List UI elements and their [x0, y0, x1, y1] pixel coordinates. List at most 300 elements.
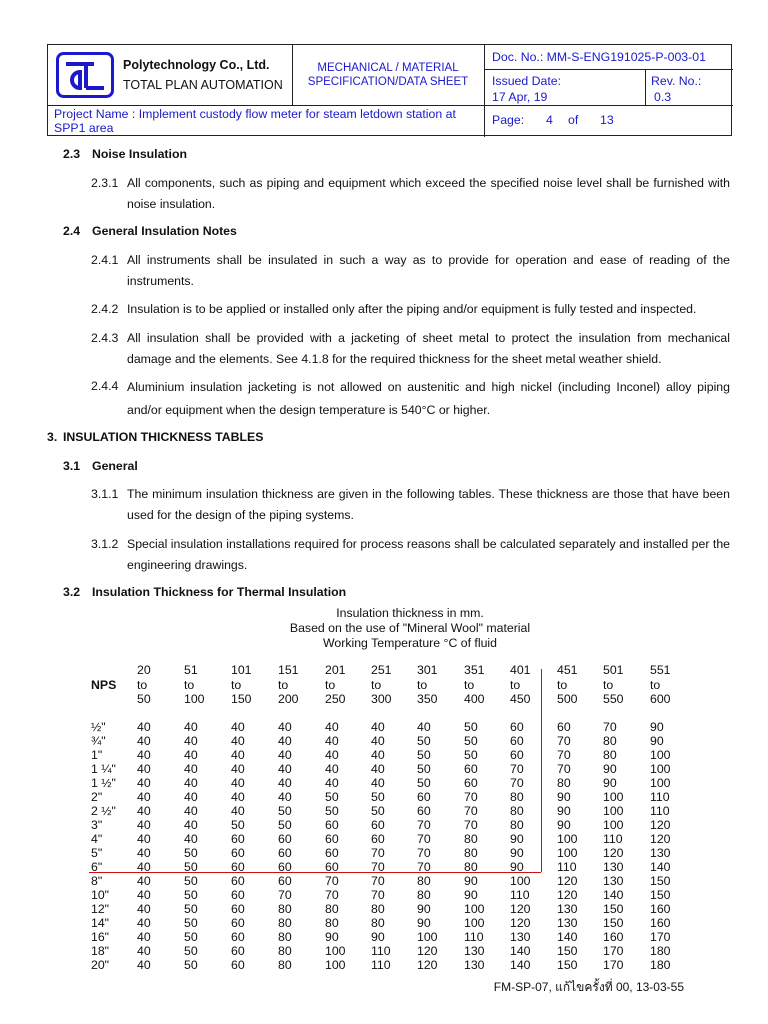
nps-label: NPS	[91, 678, 117, 692]
item-number: 2.4.3	[91, 331, 119, 345]
section-3-title: INSULATION THICKNESS TABLES	[63, 430, 264, 444]
table-cell: 60	[557, 720, 571, 734]
table-cell: 160	[650, 902, 671, 916]
item-number: 2.3.1	[91, 176, 119, 190]
table-cell: 80	[510, 790, 524, 804]
table-cell: 150	[650, 888, 671, 902]
table-cell: 70	[464, 818, 478, 832]
issued-date-label: Issued Date:	[492, 74, 562, 88]
column-header-to: 500	[557, 692, 578, 706]
table-cell: 90	[557, 818, 571, 832]
table-cell: 80	[278, 958, 292, 972]
table-cell: 70	[557, 762, 571, 776]
page-label: Page:	[492, 113, 525, 127]
column-header-to-word: to	[464, 678, 475, 692]
column-header-to: 450	[510, 692, 531, 706]
table-cell: 70	[417, 832, 431, 846]
table-cell: 100	[650, 748, 671, 762]
table-cell: 50	[184, 860, 198, 874]
table-cell: 60	[464, 776, 478, 790]
table-cell: 60	[325, 832, 339, 846]
table-cell: 40	[325, 748, 339, 762]
table-cell: 120	[650, 818, 671, 832]
column-header-to: 100	[184, 692, 205, 706]
table-cell: 160	[603, 930, 624, 944]
item-number: 2.4.4	[91, 379, 119, 393]
table-cell: 40	[417, 720, 431, 734]
column-header-to-word: to	[417, 678, 428, 692]
table-cell: 40	[371, 748, 385, 762]
table-cell: 110	[510, 888, 530, 902]
table-cell: 70	[417, 818, 431, 832]
table-cell: 80	[278, 902, 292, 916]
table-cell: 70	[603, 720, 617, 734]
rev-no-label: Rev. No.:	[651, 74, 702, 88]
section-2-3-number: 2.3	[63, 147, 81, 161]
table-caption-line3: Working Temperature °C of fluid	[323, 636, 497, 650]
row-nps: 2 ½"	[91, 804, 116, 818]
table-cell: 40	[231, 804, 245, 818]
row-nps: 10"	[91, 888, 110, 902]
row-nps: 3"	[91, 818, 103, 832]
table-cell: 160	[650, 916, 671, 930]
table-cell: 120	[603, 846, 624, 860]
table-cell: 50	[278, 804, 292, 818]
table-cell: 40	[231, 790, 245, 804]
table-cell: 50	[417, 734, 431, 748]
column-header-from: 101	[231, 663, 252, 677]
table-cell: 80	[464, 832, 478, 846]
highlight-horizontal-line	[89, 872, 541, 873]
table-cell: 90	[557, 790, 571, 804]
table-cell: 40	[137, 930, 151, 944]
doc-type-line1: MECHANICAL / MATERIAL	[317, 62, 459, 74]
table-cell: 40	[231, 776, 245, 790]
column-header-to: 600	[650, 692, 671, 706]
table-cell: 80	[464, 846, 478, 860]
column-header-to-word: to	[603, 678, 614, 692]
table-cell: 40	[278, 720, 292, 734]
table-cell: 50	[184, 888, 198, 902]
column-header-to-word: to	[510, 678, 521, 692]
column-header-to: 50	[137, 692, 151, 706]
table-cell: 90	[510, 846, 524, 860]
table-cell: 110	[650, 790, 670, 804]
table-cell: 80	[278, 916, 292, 930]
table-cell: 120	[557, 888, 578, 902]
table-cell: 140	[603, 888, 624, 902]
table-cell: 100	[510, 874, 531, 888]
item-number: 2.4.1	[91, 253, 119, 267]
table-cell: 100	[650, 776, 671, 790]
row-nps: 5"	[91, 846, 103, 860]
table-cell: 80	[278, 944, 292, 958]
item-text: Insulation is to be applied or installed only after the piping and/or equipment is fully tested and inspected.	[127, 302, 697, 316]
table-cell: 180	[650, 958, 671, 972]
table-cell: 50	[325, 790, 339, 804]
table-cell: 50	[184, 944, 198, 958]
table-cell: 70	[371, 860, 385, 874]
table-cell: 130	[510, 930, 531, 944]
form-footer: FM-SP-07, แก้ไขครั้งที่ 00, 13-03-55	[493, 980, 684, 994]
row-nps: 2"	[91, 790, 103, 804]
column-header-to: 250	[325, 692, 346, 706]
table-cell: 100	[603, 790, 624, 804]
table-cell: 100	[603, 818, 624, 832]
issued-date-value: 17 Apr, 19	[492, 90, 548, 104]
table-cell: 40	[137, 804, 151, 818]
item-text: All instruments shall be insulated in such a way as to provide for operation and ease of reading of the instruments.	[127, 253, 730, 288]
table-cell: 60	[325, 818, 339, 832]
table-cell: 90	[510, 860, 524, 874]
table-cell: 60	[231, 930, 245, 944]
doc-type-line2: SPECIFICATION/DATA SHEET	[307, 76, 469, 88]
table-cell: 50	[184, 930, 198, 944]
section-3-number: 3.	[47, 430, 58, 444]
table-cell: 90	[464, 888, 478, 902]
table-cell: 50	[371, 790, 385, 804]
table-cell: 60	[231, 944, 245, 958]
table-cell: 60	[231, 888, 245, 902]
table-cell: 60	[231, 874, 245, 888]
company-tagline: TOTAL PLAN AUTOMATION	[123, 78, 283, 92]
table-cell: 40	[231, 762, 245, 776]
table-cell: 40	[137, 748, 151, 762]
table-cell: 40	[371, 734, 385, 748]
table-cell: 80	[557, 776, 571, 790]
table-cell: 120	[417, 944, 438, 958]
table-cell: 90	[417, 916, 431, 930]
table-cell: 130	[650, 846, 671, 860]
table-cell: 40	[278, 734, 292, 748]
column-header-to-word: to	[371, 678, 382, 692]
table-cell: 60	[325, 846, 339, 860]
table-cell: 130	[603, 860, 624, 874]
table-cell: 90	[603, 776, 617, 790]
table-cell: 120	[650, 832, 671, 846]
table-cell: 40	[325, 720, 339, 734]
table-cell: 40	[325, 776, 339, 790]
table-cell: 40	[137, 776, 151, 790]
table-cell: 130	[464, 958, 485, 972]
table-cell: 40	[278, 776, 292, 790]
row-nps: 12"	[91, 902, 110, 916]
doc-number: Doc. No.: MM-S-ENG191025-P-003-01	[492, 50, 706, 64]
table-cell: 40	[184, 720, 198, 734]
row-nps: 1 ½"	[91, 776, 116, 790]
column-header-to-word: to	[231, 678, 242, 692]
table-cell: 60	[371, 818, 385, 832]
table-cell: 80	[510, 818, 524, 832]
item-text: All insulation shall be provided with a jacketing of sheet metal to protect the insulation from mechanical damage and the elements. See 4.1.8 for the required thickness for the sheet metal weather shield.	[127, 331, 730, 366]
page-of: of	[568, 113, 579, 127]
row-nps: ½"	[91, 720, 106, 734]
table-cell: 90	[464, 874, 478, 888]
column-header-to: 550	[603, 692, 624, 706]
table-cell: 110	[557, 860, 577, 874]
section-2-4-title: General Insulation Notes	[92, 224, 237, 238]
table-cell: 80	[603, 748, 617, 762]
table-cell: 50	[184, 846, 198, 860]
column-header-to-word: to	[184, 678, 195, 692]
table-cell: 80	[510, 804, 524, 818]
item-number: 3.1.2	[91, 537, 119, 551]
column-header-to-word: to	[137, 678, 148, 692]
header-divider	[484, 45, 485, 137]
table-cell: 60	[510, 720, 524, 734]
table-cell: 120	[510, 902, 531, 916]
section-3-1-title: General	[92, 459, 138, 473]
table-caption-line2: Based on the use of "Mineral Wool" material	[289, 621, 531, 635]
section-3-1-number: 3.1	[63, 459, 81, 473]
table-cell: 60	[371, 832, 385, 846]
table-cell: 170	[603, 958, 624, 972]
table-cell: 40	[325, 734, 339, 748]
item-number: 2.4.2	[91, 302, 119, 316]
table-cell: 150	[603, 916, 624, 930]
table-cell: 80	[417, 888, 431, 902]
header-divider	[484, 69, 733, 70]
column-header-from: 551	[650, 663, 671, 677]
column-header-to: 150	[231, 692, 252, 706]
table-cell: 40	[137, 958, 151, 972]
table-cell: 40	[137, 832, 151, 846]
table-cell: 100	[557, 832, 578, 846]
table-cell: 60	[231, 916, 245, 930]
table-cell: 40	[137, 888, 151, 902]
column-header-from: 151	[278, 663, 299, 677]
table-cell: 70	[325, 888, 339, 902]
table-cell: 40	[184, 832, 198, 846]
table-cell: 60	[278, 846, 292, 860]
table-cell: 50	[184, 874, 198, 888]
row-nps: 6"	[91, 860, 103, 874]
table-cell: 60	[278, 860, 292, 874]
table-cell: 180	[650, 944, 671, 958]
table-cell: 60	[510, 748, 524, 762]
table-cell: 140	[650, 860, 671, 874]
table-cell: 40	[137, 720, 151, 734]
row-nps: 18"	[91, 944, 110, 958]
table-cell: 100	[325, 958, 346, 972]
column-header-from: 301	[417, 663, 438, 677]
header-divider	[292, 45, 293, 105]
table-cell: 40	[137, 944, 151, 958]
table-cell: 40	[231, 734, 245, 748]
table-cell: 80	[417, 874, 431, 888]
column-header-to: 200	[278, 692, 299, 706]
table-cell: 50	[464, 748, 478, 762]
table-cell: 100	[417, 930, 438, 944]
table-cell: 40	[137, 860, 151, 874]
table-cell: 60	[464, 762, 478, 776]
section-3-2-number: 3.2	[63, 585, 81, 599]
table-cell: 50	[417, 776, 431, 790]
table-cell: 70	[371, 888, 385, 902]
table-cell: 40	[371, 776, 385, 790]
row-nps: 1 ¼"	[91, 762, 116, 776]
table-cell: 100	[603, 804, 624, 818]
table-cell: 70	[557, 748, 571, 762]
table-cell: 110	[650, 804, 670, 818]
row-nps: 4"	[91, 832, 103, 846]
page-total: 13	[600, 113, 614, 127]
table-cell: 80	[278, 930, 292, 944]
table-cell: 110	[464, 930, 484, 944]
table-cell: 40	[278, 762, 292, 776]
row-nps: 14"	[91, 916, 110, 930]
table-cell: 140	[510, 944, 531, 958]
table-cell: 60	[417, 790, 431, 804]
company-name: Polytechnology Co., Ltd.	[123, 58, 270, 72]
table-cell: 100	[464, 902, 485, 916]
table-cell: 50	[371, 804, 385, 818]
section-3-2-title: Insulation Thickness for Thermal Insulation	[92, 585, 347, 599]
table-cell: 60	[231, 958, 245, 972]
item-text: The minimum insulation thickness are given in the following tables. These thickness are those that have been used for the design of the piping systems.	[127, 487, 730, 522]
table-cell: 40	[278, 748, 292, 762]
table-cell: 50	[184, 958, 198, 972]
table-cell: 40	[184, 734, 198, 748]
rev-no-value: 0.3	[654, 90, 672, 104]
table-cell: 60	[231, 902, 245, 916]
column-header-to: 350	[417, 692, 438, 706]
table-cell: 40	[137, 734, 151, 748]
table-cell: 150	[557, 958, 578, 972]
table-cell: 70	[325, 874, 339, 888]
table-cell: 90	[650, 720, 664, 734]
table-cell: 90	[650, 734, 664, 748]
item-text: Aluminium insulation jacketing is not allowed on austenitic and high nickel (including Inconel) alloy piping and/or equipment when the design temperature is 540°C or higher.	[127, 380, 730, 417]
document-header	[47, 44, 732, 136]
table-cell: 60	[278, 874, 292, 888]
table-cell: 70	[464, 804, 478, 818]
table-cell: 170	[650, 930, 671, 944]
column-header-to: 400	[464, 692, 485, 706]
table-cell: 50	[325, 804, 339, 818]
column-header-from: 401	[510, 663, 531, 677]
column-header-from: 251	[371, 663, 392, 677]
column-header-to-word: to	[278, 678, 289, 692]
table-cell: 40	[137, 846, 151, 860]
table-caption-line1: Insulation thickness in mm.	[336, 606, 484, 620]
table-cell: 80	[371, 916, 385, 930]
item-number: 3.1.1	[91, 487, 119, 501]
table-cell: 120	[417, 958, 438, 972]
table-cell: 130	[603, 874, 624, 888]
company-logo	[56, 52, 114, 98]
table-cell: 90	[510, 832, 524, 846]
table-cell: 70	[371, 846, 385, 860]
table-cell: 90	[371, 930, 385, 944]
column-header-to-word: to	[557, 678, 568, 692]
table-cell: 40	[137, 790, 151, 804]
table-cell: 130	[557, 916, 578, 930]
table-cell: 60	[231, 846, 245, 860]
row-nps: 1"	[91, 748, 103, 762]
section-2-3-title: Noise Insulation	[92, 147, 187, 161]
table-cell: 150	[603, 902, 624, 916]
table-cell: 90	[325, 930, 339, 944]
row-nps: 20"	[91, 958, 110, 972]
column-header-from: 501	[603, 663, 624, 677]
table-cell: 110	[371, 944, 391, 958]
item-text: Special insulation installations required for process reasons shall be calculated separately and installed per the engineering drawings.	[127, 537, 730, 572]
section-2-4-number: 2.4	[63, 224, 81, 238]
table-cell: 50	[231, 818, 245, 832]
project-name: Project Name : Implement custody flow meter for steam letdown station at SPP1 area	[54, 107, 456, 135]
table-cell: 120	[510, 916, 531, 930]
table-cell: 50	[417, 762, 431, 776]
table-cell: 80	[371, 902, 385, 916]
table-cell: 100	[557, 846, 578, 860]
table-cell: 100	[650, 762, 671, 776]
table-cell: 110	[371, 958, 391, 972]
table-cell: 40	[137, 916, 151, 930]
table-cell: 60	[417, 804, 431, 818]
table-cell: 60	[231, 860, 245, 874]
table-cell: 150	[557, 944, 578, 958]
table-cell: 80	[603, 734, 617, 748]
table-cell: 140	[557, 930, 578, 944]
table-cell: 70	[417, 860, 431, 874]
table-cell: 70	[510, 776, 524, 790]
table-cell: 40	[184, 748, 198, 762]
table-cell: 50	[184, 916, 198, 930]
table-cell: 80	[325, 916, 339, 930]
table-cell: 90	[603, 762, 617, 776]
table-cell: 70	[278, 888, 292, 902]
table-cell: 60	[510, 734, 524, 748]
column-header-from: 351	[464, 663, 485, 677]
column-header-from: 51	[184, 663, 198, 677]
table-cell: 100	[325, 944, 346, 958]
table-cell: 50	[278, 818, 292, 832]
table-cell: 150	[650, 874, 671, 888]
table-cell: 70	[510, 762, 524, 776]
table-cell: 40	[231, 720, 245, 734]
table-cell: 40	[184, 804, 198, 818]
column-header-to-word: to	[325, 678, 336, 692]
table-cell: 70	[371, 874, 385, 888]
item-text: All components, such as piping and equipment which exceed the specified noise level shall be furnished with noise insulation.	[127, 176, 730, 211]
row-nps: 16"	[91, 930, 110, 944]
table-cell: 40	[137, 818, 151, 832]
table-cell: 130	[557, 902, 578, 916]
table-cell: 40	[371, 720, 385, 734]
table-cell: 70	[557, 734, 571, 748]
row-nps: ¾"	[91, 734, 106, 748]
table-cell: 50	[464, 734, 478, 748]
column-header-from: 201	[325, 663, 346, 677]
table-cell: 40	[137, 902, 151, 916]
table-cell: 40	[184, 762, 198, 776]
table-cell: 80	[325, 902, 339, 916]
table-cell: 50	[184, 902, 198, 916]
table-cell: 90	[557, 804, 571, 818]
table-cell: 120	[557, 874, 578, 888]
table-cell: 40	[231, 748, 245, 762]
table-cell: 60	[278, 832, 292, 846]
table-cell: 80	[464, 860, 478, 874]
table-cell: 40	[184, 776, 198, 790]
table-cell: 40	[325, 762, 339, 776]
table-cell: 100	[464, 916, 485, 930]
column-header-from: 451	[557, 663, 578, 677]
table-cell: 70	[464, 790, 478, 804]
table-cell: 50	[417, 748, 431, 762]
table-cell: 170	[603, 944, 624, 958]
